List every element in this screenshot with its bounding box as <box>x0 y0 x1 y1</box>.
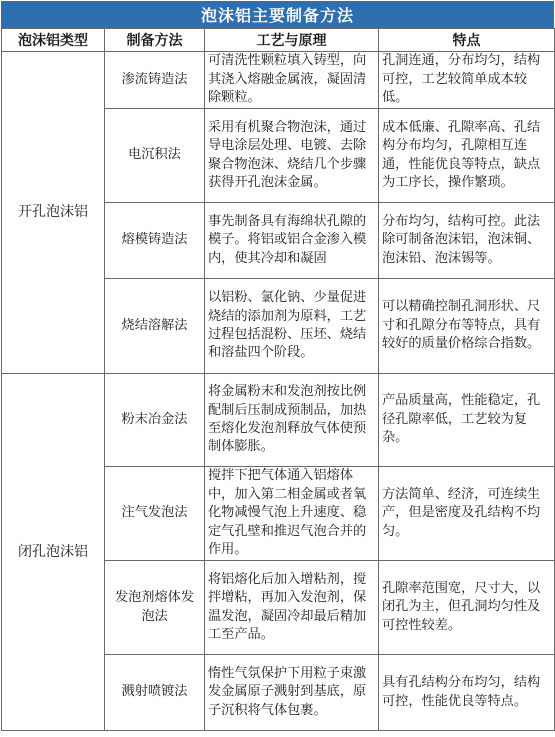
method-cell: 溅射喷镀法 <box>105 655 205 731</box>
method-cell: 注气发泡法 <box>105 467 205 561</box>
method-cell: 粉末冶金法 <box>105 374 205 467</box>
process-cell: 事先制备具有海绵状孔隙的模子。将铝或铝合金渗入模内，使其冷却和凝固 <box>205 203 379 279</box>
methods-table <box>1 28 555 731</box>
features-cell: 成本低廉、孔隙率高、孔结构分布均匀，孔隙相互连通，性能优良等特点，缺点为工序长，操作繁琐。 <box>379 109 555 203</box>
methods-table-container <box>1 1 554 735</box>
process-cell: 惰性气氛保护下用粒子束激发金属原子溅射到基底，原子沉积将气体包裹。 <box>205 655 379 731</box>
method-cell: 熔模铸造法 <box>105 203 205 279</box>
features-cell: 分布均匀，结构可控。此法除可制备泡沫铝，泡沫铜、泡沫铅、泡沫锡等。 <box>379 203 555 279</box>
method-cell: 发泡剂熔体发泡法 <box>105 561 205 655</box>
features-cell: 可以精确控制孔洞形状、尺寸和孔隙分布等特点，具有较好的质量价格综合指数。 <box>379 279 555 374</box>
foam-type-closed: 闭孔泡沫铝 <box>2 374 105 731</box>
process-cell: 采用有机聚合物泡沫，通过导电涂层处理、电镀、去除聚合物泡沫、烧结几个步骤获得开孔泡沫金属。 <box>205 109 379 203</box>
features-cell: 方法简单、经济，可连续生产，但是密度及孔结构不均匀。 <box>379 467 555 561</box>
process-cell: 将铝熔化后加入增粘剂，搅拌增粘，再加入发泡剂，保温发泡，凝固冷却最后精加工至产品。 <box>205 561 379 655</box>
process-cell: 以铝粉、氯化钠、少量促进烧结的添加剂为原料，工艺过程包括混粉、压坯、烧结和溶盐四个阶段。 <box>205 279 379 374</box>
table-row <box>2 374 555 467</box>
process-cell: 搅拌下把气体通入铝熔体中，加入第二相金属或者氧化物减慢气泡上升速度、稳定气孔壁和推迟气泡合并的作用。 <box>205 467 379 561</box>
header-row <box>2 29 555 52</box>
features-cell: 孔隙率范围宽，尺寸大，以闭孔为主，但孔洞均匀性及可控性较差。 <box>379 561 555 655</box>
method-cell: 渗流铸造法 <box>105 52 205 109</box>
header-foam-type: 泡沫铝类型 <box>2 29 105 52</box>
features-cell: 具有孔结构分布均匀，结构可控，性能优良等特点。 <box>379 655 555 731</box>
features-cell: 产品质量高，性能稳定，孔径孔隙率低，工艺较为复杂。 <box>379 374 555 467</box>
header-features: 特点 <box>379 29 555 52</box>
features-cell: 孔洞连通，分布均匀，结构可控，工艺较简单成本较低。 <box>379 52 555 109</box>
process-cell: 可清洗性颗粒填入铸型，向其浇入熔融金属液，凝固清除颗粒。 <box>205 52 379 109</box>
method-cell: 烧结溶解法 <box>105 279 205 374</box>
table-title: 泡沫铝主要制备方法 <box>1 1 554 28</box>
method-cell: 电沉积法 <box>105 109 205 203</box>
process-cell: 将金属粉末和发泡剂按比例配制后压制成预制品，加热至熔化发泡剂释放气体使预制体膨胀。 <box>205 374 379 467</box>
header-process: 工艺与原理 <box>205 29 379 52</box>
table-row <box>2 52 555 109</box>
foam-type-open: 开孔泡沫铝 <box>2 52 105 374</box>
header-method: 制备方法 <box>105 29 205 52</box>
